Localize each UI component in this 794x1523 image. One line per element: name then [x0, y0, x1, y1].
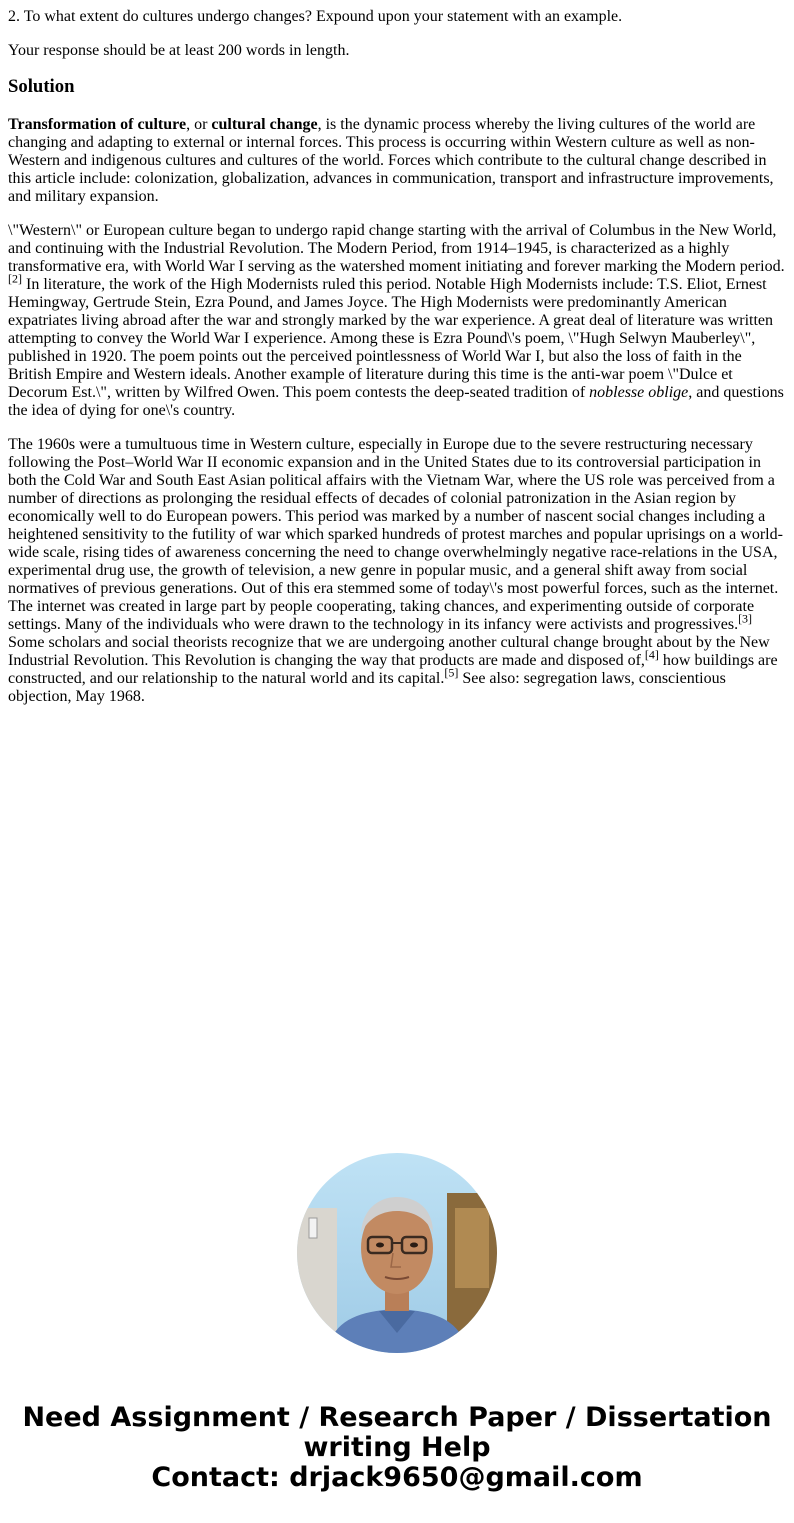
citation-2: [2] [8, 271, 22, 286]
paragraph-definition: Transformation of culture, or cultural change, is the dynamic process whereby the living cultures of the world are changing and adapting to external or internal forces. This process is occurring within Western culture as well as non-Western and indigenous cultures and cultures of the world. Forces which contribute to the cultural change described in this article include: colonization, globalization, advances in communication, transport and infrastructure improvements, and military expansion. [8, 116, 774, 205]
length-requirement: Your response should be at least 200 words in length. [8, 42, 350, 59]
footer-line-1: Need Assignment / Research Paper / Dissertation [22, 1402, 772, 1433]
citation-3: [3] [738, 611, 753, 626]
term-transformation: Transformation of culture [8, 116, 187, 133]
article [8, 8, 786, 722]
term-cultural-change: cultural change [211, 116, 318, 133]
footer-contact-email: Contact: drjack9650@gmail.com [151, 1462, 643, 1493]
paragraph-1960s: The 1960s were a tumultuous time in Western culture, especially in Europe due to the severe restructuring necessary following the Post–World War II economic expansion and in the United States due to its controversial participation in both the Cold War and South East Asian political affairs with the Vietnam War, where the US role was perceived from a number of directions as prolonging the residual effects of decades of colonial patronization in the Asian region by economically well to do European powers. This period was marked by a number of nascent social changes including a heightened sensitivity to the futility of war which sparked hundreds of protest marches and popular uprisings on a world-wide scale, rising tides of awareness concerning the need to change overwhelmingly negative race-relations in the USA, experimental drug use, the growth of television, a new genre in popular music, and a general shift away from social normatives of previous generations. Out of this era stemmed some of today\'s most powerful forces, such as the internet. The internet was created in large part by people cooperating, taking chances, and experimenting outside of corporate settings. Many of the individuals who were drawn to the technology in its infancy were activists and progressives.[3] Some scholars and social theorists recognize that we are undergoing another cultural change brought about by the New Industrial Revolution. This Revolution is changing the way that products are made and disposed of,[4] how buildings are constructed, and our relationship to the natural world and its capital.[5] See also: segregation laws, conscientious objection, May 1968. [8, 436, 783, 705]
citation-5: [5] [444, 665, 459, 680]
italic-term: noblesse oblige [589, 384, 689, 401]
author-avatar [297, 1153, 497, 1353]
solution-heading: Solution [8, 76, 75, 97]
citation-4: [4] [644, 647, 659, 662]
question-prompt: 2. To what extent do cultures undergo changes? Expound upon your statement with an example. [8, 8, 623, 25]
paragraph-modern-period: \"Western\" or European culture began to undergo rapid change starting with the arrival of Columbus in the New World, and continuing with the Industrial Revolution. The Modern Period, from 1914–1945, is characterized as a highly transformative era, with World War I serving as the watershed moment initiating and forever marking the Modern period.[2] In literature, the work of the High Modernists ruled this period. Notable High Modernists include: T.S. Eliot, Ernest Hemingway, Gertrude Stein, Ezra Pound, and James Joyce. The High Modernists were predominantly American expatriates living abroad after the war and strongly marked by the war experience. A great deal of literature was written attempting to convey the World War I experience. Among these is Ezra Pound\'s poem, \"Hugh Selwyn Mauberley\", published in 1920. The poem points out the perceived pointlessness of World War I, but also the loss of faith in the British Empire and Western ideals. Another example of literature during this time is the anti-war poem \"Dulce et Decorum Est.\", written by Wilfred Owen. This poem contests the deep-seated tradition of noblesse oblige, and questions the idea of dying for one\'s country. [8, 222, 785, 419]
contact-footer [0, 1403, 794, 1493]
footer-line-2: writing Help [303, 1432, 491, 1463]
author-portrait [297, 1153, 497, 1353]
